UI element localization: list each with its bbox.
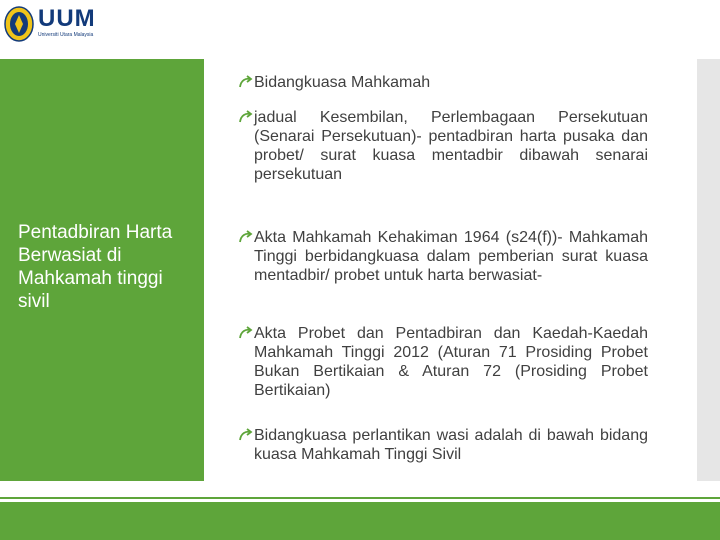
curl-arrow-icon bbox=[238, 110, 253, 124]
bottom-green-bar bbox=[0, 502, 720, 540]
bullet-text: Akta Mahkamah Kehakiman 1964 (s24(f))- Mahkamah Tinggi berbidangkuasa dalam pemberian surat kuasa mentadbir/ probet untuk harta berwasiat- bbox=[254, 229, 648, 284]
logo-wordmark: UUM bbox=[38, 5, 96, 32]
bullet-text: Bidangkuasa perlantikan wasi adalah di bawah bidang kuasa Mahkamah Tinggi Sivil bbox=[254, 427, 648, 463]
bullet-item bbox=[238, 228, 648, 285]
curl-arrow-icon bbox=[238, 75, 253, 89]
curl-arrow-icon bbox=[238, 230, 253, 244]
bullet-text: Bidangkuasa Mahkamah bbox=[254, 74, 431, 91]
bottom-divider-line bbox=[0, 497, 720, 499]
bullet-item bbox=[238, 324, 648, 400]
curl-arrow-icon bbox=[238, 326, 253, 340]
bullet-item bbox=[238, 108, 648, 184]
bullet-item bbox=[238, 426, 648, 464]
bullet-text: jadual Kesembilan, Perlembagaan Persekutuan (Senarai Persekutuan)- pentadbiran harta pusaka dan probet/ surat kuasa mentadbir dibawah senarai persekutuan bbox=[254, 109, 648, 183]
curl-arrow-icon bbox=[238, 428, 253, 442]
bullet-item bbox=[238, 73, 648, 92]
logo-tagline: Universiti Utara Malaysia bbox=[38, 32, 94, 38]
bullet-text: Akta Probet dan Pentadbiran dan Kaedah-Kaedah Mahkamah Tinggi 2012 (Aturan 71 Prosiding Probet Bukan Bertikaian & Aturan 72 (Prosiding Probet Bertikaian) bbox=[254, 325, 648, 399]
uum-logo bbox=[4, 4, 124, 44]
university-seal-icon bbox=[4, 6, 34, 42]
right-grey-bar bbox=[697, 59, 720, 481]
slide-title: Pentadbiran Harta Berwasiat di Mahkamah tinggi sivil bbox=[18, 222, 173, 312]
